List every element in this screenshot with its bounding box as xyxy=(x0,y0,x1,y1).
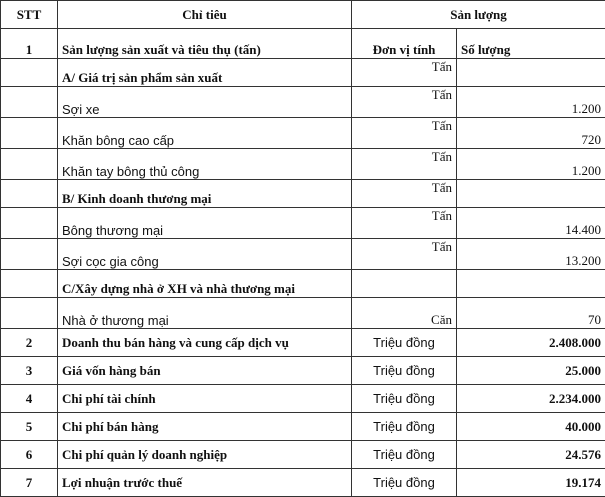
row-stt: 1 xyxy=(1,29,58,59)
row-qty: 19.174 xyxy=(457,469,605,497)
row-qty: 25.000 xyxy=(457,357,605,385)
row-stt-empty xyxy=(1,59,58,87)
table-row xyxy=(1,118,605,149)
row-qty: 13.200 xyxy=(457,239,605,270)
row-unit: Tấn xyxy=(352,87,457,118)
row-unit: Triệu đồng xyxy=(352,441,457,469)
row-stt-empty xyxy=(1,208,58,239)
row-qty-empty xyxy=(457,270,605,298)
table-row xyxy=(1,87,605,118)
row-stt: 6 xyxy=(1,441,58,469)
header-stt: STT xyxy=(1,1,58,29)
row-stt-empty xyxy=(1,239,58,270)
table-row xyxy=(1,357,605,385)
row-name: Sản lượng sản xuất và tiêu thụ (tấn) xyxy=(58,29,352,59)
table-row xyxy=(1,149,605,180)
row-stt: 3 xyxy=(1,357,58,385)
quantity-subheader: Số lượng xyxy=(457,29,605,59)
row-stt-empty xyxy=(1,180,58,208)
row-qty-empty xyxy=(457,180,605,208)
row-stt-empty xyxy=(1,270,58,298)
row-name: Doanh thu bán hàng và cung cấp dịch vụ xyxy=(58,329,352,357)
row-name: Chi phí bán hàng xyxy=(58,413,352,441)
row-unit: Triệu đồng xyxy=(352,469,457,497)
row-unit: Tấn xyxy=(352,118,457,149)
row-qty: 720 xyxy=(457,118,605,149)
row-name: Sợi cọc gia công xyxy=(58,239,352,270)
row-name: Khăn bông cao cấp xyxy=(58,118,352,149)
row-unit: Tấn xyxy=(352,239,457,270)
table-row xyxy=(1,385,605,413)
row-qty-empty xyxy=(457,59,605,87)
row-name: Nhà ở thương mại xyxy=(58,298,352,329)
table-row xyxy=(1,413,605,441)
table-row xyxy=(1,29,605,59)
section-row xyxy=(1,270,605,298)
row-stt-empty xyxy=(1,298,58,329)
row-stt-empty xyxy=(1,149,58,180)
row-qty: 14.400 xyxy=(457,208,605,239)
header-output: Sản lượng xyxy=(352,1,605,29)
section-a-title: A/ Giá trị sản phẩm sản xuất xyxy=(58,59,352,87)
row-qty: 2.408.000 xyxy=(457,329,605,357)
section-row xyxy=(1,180,605,208)
row-name: Khăn tay bông thủ công xyxy=(58,149,352,180)
row-stt: 2 xyxy=(1,329,58,357)
row-unit: Triệu đồng xyxy=(352,329,457,357)
row-qty: 2.234.000 xyxy=(457,385,605,413)
row-name: Giá vốn hàng bán xyxy=(58,357,352,385)
row-unit: Triệu đồng xyxy=(352,385,457,413)
row-stt: 7 xyxy=(1,469,58,497)
section-c-title: C/Xây dựng nhà ở XH và nhà thương mại xyxy=(58,270,352,298)
row-unit: Căn xyxy=(352,298,457,329)
row-name: Chi phí tài chính xyxy=(58,385,352,413)
row-qty: 40.000 xyxy=(457,413,605,441)
row-unit: Tấn xyxy=(352,180,457,208)
header-indicator: Chỉ tiêu xyxy=(58,1,352,29)
table-header-row xyxy=(1,1,605,29)
section-b-title: B/ Kinh doanh thương mại xyxy=(58,180,352,208)
row-name: Sợi xe xyxy=(58,87,352,118)
unit-subheader: Đơn vị tính xyxy=(352,29,457,59)
table-row xyxy=(1,298,605,329)
row-qty: 1.200 xyxy=(457,87,605,118)
section-row xyxy=(1,59,605,87)
table-row xyxy=(1,441,605,469)
row-unit: Tấn xyxy=(352,149,457,180)
row-stt: 4 xyxy=(1,385,58,413)
row-stt-empty xyxy=(1,87,58,118)
row-name: Lợi nhuận trước thuế xyxy=(58,469,352,497)
row-unit-empty xyxy=(352,270,457,298)
table-row xyxy=(1,469,605,497)
row-stt-empty xyxy=(1,118,58,149)
row-name: Bông thương mại xyxy=(58,208,352,239)
row-stt: 5 xyxy=(1,413,58,441)
row-qty: 1.200 xyxy=(457,149,605,180)
row-unit: Triệu đồng xyxy=(352,413,457,441)
row-qty: 24.576 xyxy=(457,441,605,469)
table-row xyxy=(1,329,605,357)
table-row xyxy=(1,239,605,270)
row-name: Chi phí quản lý doanh nghiệp xyxy=(58,441,352,469)
row-qty: 70 xyxy=(457,298,605,329)
row-unit: Tấn xyxy=(352,208,457,239)
row-unit: Tấn xyxy=(352,59,457,87)
table-row xyxy=(1,208,605,239)
row-unit: Triệu đồng xyxy=(352,357,457,385)
